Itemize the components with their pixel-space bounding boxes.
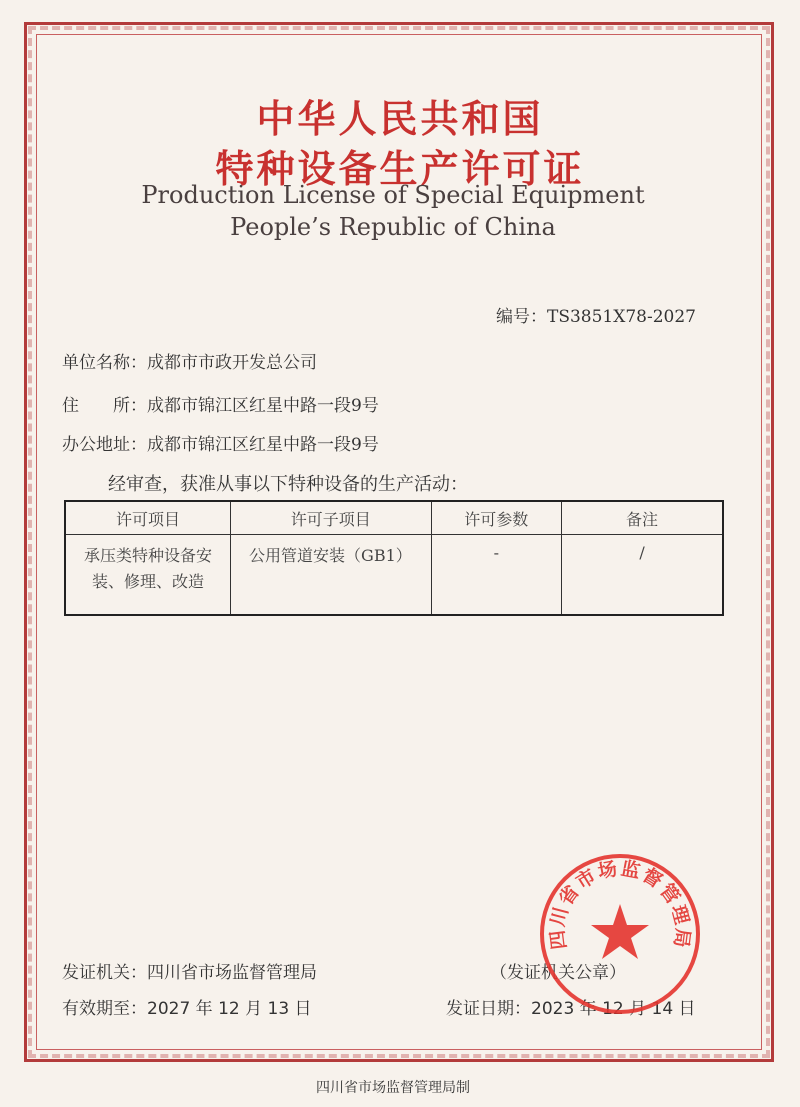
seal-note: （发证机关公章） <box>490 963 626 983</box>
issuer-label: 发证机关： <box>62 963 147 983</box>
unit-name-field <box>62 348 317 373</box>
table-header-cell: 备注 <box>562 501 723 535</box>
office-address-value: 成都市锦江区红星中路一段9号 <box>147 435 379 455</box>
license-item-line1: 承压类特种设备安 <box>84 546 213 565</box>
serial-value: TS3851X78-2027 <box>547 307 696 327</box>
table-header-cell: 许可子项目 <box>231 501 432 535</box>
license-item-line2: 装、修理、改造 <box>92 572 205 591</box>
issuer-field <box>62 958 317 983</box>
title-english-line2: People’s Republic of China <box>230 213 556 241</box>
license-item-cell <box>65 535 231 616</box>
table-row <box>65 535 723 616</box>
address-field <box>62 391 379 416</box>
table-header-row <box>65 501 723 535</box>
valid-until-label: 有效期至： <box>62 999 147 1019</box>
address-value: 成都市锦江区红星中路一段9号 <box>147 396 379 416</box>
issuer-value: 四川省市场监督管理局 <box>147 963 317 983</box>
office-address-label: 办公地址： <box>62 435 147 455</box>
license-param-cell: - <box>431 535 562 616</box>
approval-statement: 经审查，获准从事以下特种设备的生产活动： <box>108 474 468 495</box>
title-english-line1: Production License of Special Equipment <box>141 181 645 209</box>
license-sub-item-cell: 公用管道安装（GB1） <box>231 535 432 616</box>
seal-text: 四川省市场监督管理局 <box>546 857 694 951</box>
license-items-table <box>64 500 724 616</box>
title-chinese-line1: 中华人民共和国 <box>256 97 544 141</box>
issue-date-value: 2023 年 12 月 14 日 <box>531 999 696 1019</box>
title-chinese-line2: 特种设备生产许可证 <box>215 147 585 191</box>
star-icon <box>591 904 649 959</box>
unit-name-value: 成都市市政开发总公司 <box>147 353 317 373</box>
office-address-field <box>62 430 379 455</box>
valid-until-field <box>62 994 312 1019</box>
issue-date-label: 发证日期： <box>446 999 531 1019</box>
footer-issuer: 四川省市场监督管理局制 <box>316 1080 470 1096</box>
valid-until-value: 2027 年 12 月 13 日 <box>147 999 312 1019</box>
address-label: 住 所： <box>62 396 147 416</box>
official-seal <box>538 852 702 1016</box>
license-note-cell: / <box>562 535 723 616</box>
serial-number <box>496 302 696 327</box>
serial-label: 编号： <box>496 307 547 327</box>
unit-name-label: 单位名称： <box>62 353 147 373</box>
table-header-cell: 许可参数 <box>431 501 562 535</box>
table-header-cell: 许可项目 <box>65 501 231 535</box>
